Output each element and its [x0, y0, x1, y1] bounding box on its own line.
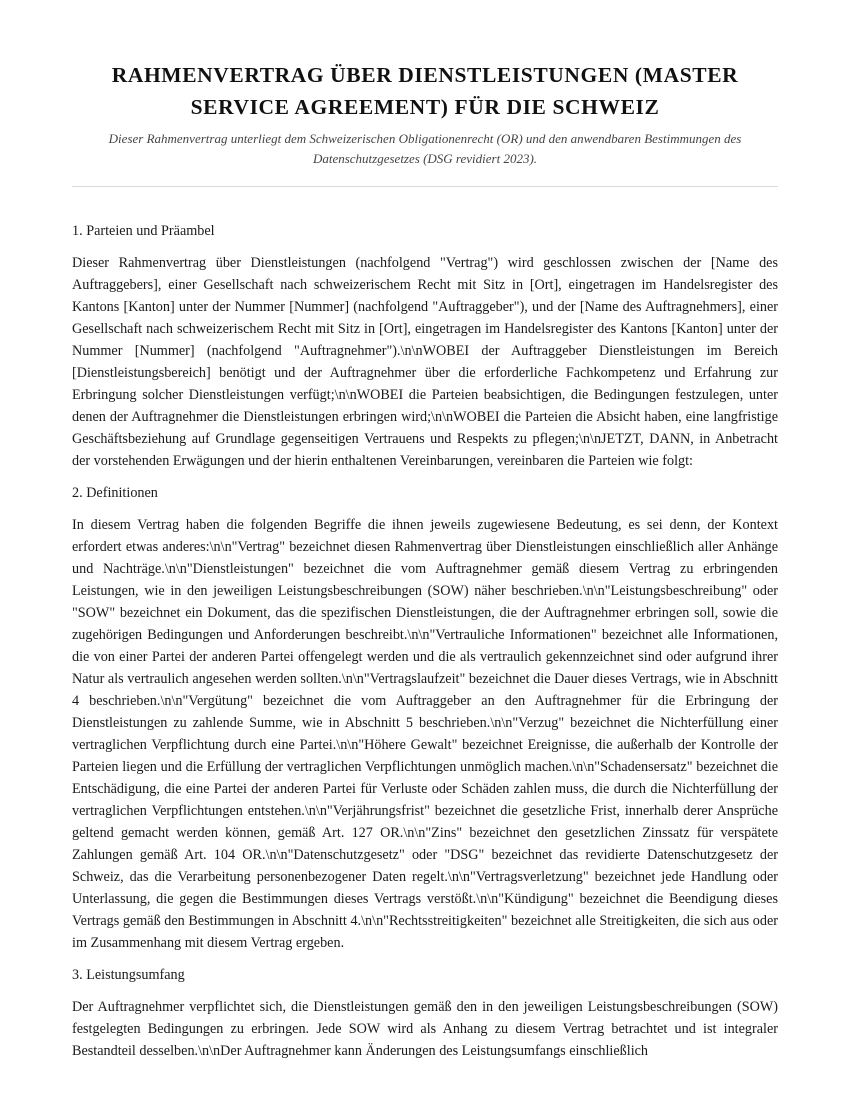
section-scope-of-services	[72, 964, 778, 1062]
section-heading: 3. Leistungsumfang	[72, 967, 185, 983]
section-text: In diesem Vertrag haben die folgenden Begriffe die ihnen jeweils zugewiesene Bedeutung, es sei denn, der Kontext erfordert etwas anderes:\n\n"Vertrag" bezeichnet diesen Rahmenvertrag über Dienstleistungen einschließlich aller Anhänge und Nachträge.\n\n"Dienstleistungen" bezeichnet die vom Auftragnehmer gemäß diesem Vertrag zu erbringenden Leistungen, wie in den jeweiligen Leistungsbeschreibungen (SOW) näher beschrieben.\n\n"Leistungsbeschreibung" oder "SOW" bezeichnet ein Dokument, das die spezifischen Dienstleistungen, die der Auftragnehmer erbringen soll, sowie die zugehörigen Bedingungen und Anforderungen beschreibt.\n\n"Vertrauliche Informationen" bezeichnet alle Informationen, die von einer Partei der anderen Partei offengelegt werden und die als vertraulich gekennzeichnet sind oder aufgrund ihrer Natur als vertraulich angesehen werden sollten.\n\n"Vertragslaufzeit" bezeichnet die Dauer dieses Vertrags, wie in Abschnitt 4 beschrieben.\n\n"Vergütung" bezeichnet die vom Auftraggeber an den Auftragnehmer für die Erbringung der Dienstleistungen zu zahlende Summe, wie in Abschnitt 5 beschrieben.\n\n"Verzug" bezeichnet die Nichterfüllung einer vertraglichen Verpflichtung durch eine Partei.\n\n"Höhere Gewalt" bezeichnet Ereignisse, die außerhalb der Kontrolle der Parteien liegen und die Erfüllung der vertraglichen Verpflichtungen unmöglich machen.\n\n"Schadensersatz" bezeichnet die Entschädigung, die eine Partei der anderen Partei für Verluste oder Schäden zahlen muss, die durch die Nichterfüllung der vertraglichen Verpflichtungen entstehen.\n\n"Verjährungsfrist" bezeichnet die gesetzliche Frist, innerhalb derer Ansprüche geltend gemacht werden können, gemäß Art. 127 OR.\n\n"Zins" bezeichnet den gesetzlichen Zinssatz für verspätete Zahlungen gemäß Art. 104 OR.\n\n"Datenschutzgesetz" oder "DSG" bezeichnet das revidierte Datenschutzgesetz der Schweiz, das die Verarbeitung personenbezogener Daten regelt.\n\n"Vertragsverletzung" bezeichnet jede Handlung oder Unterlassung, die gegen die Bestimmungen dieses Vertrags verstößt.\n\n"Kündigung" bezeichnet die Beendigung dieses Vertrags gemäß den Bestimmungen in Abschnitt 4.\n\n"Rechtsstreitigkeiten" bezeichnet alle Streitigkeiten, die sich aus oder im Zusammenhang mit diesem Vertrag ergeben.	[72, 517, 778, 951]
document-title: RAHMENVERTRAG ÜBER DIENSTLEISTUNGEN (MASTER SERVICE AGREEMENT) FÜR DIE SCHWEIZ	[111, 63, 739, 119]
document-content	[72, 59, 778, 1072]
section-text: Dieser Rahmenvertrag über Dienstleistungen (nachfolgend "Vertrag") wird geschlossen zwischen der [Name des Auftraggebers], einer Gesellschaft nach schweizerischem Recht mit Sitz in [Ort], eingetragen im Handelsregister des Kantons [Kanton] unter der Nummer [Nummer] (nachfolgend "Auftraggeber"), und der [Name des Auftragnehmers], einer Gesellschaft nach schweizerischem Recht mit Sitz in [Ort], eingetragen im Handelsregister des Kantons [Kanton] unter der Nummer [Nummer] (nachfolgend "Auftragnehmer").\n\nWOBEI der Auftraggeber Dienstleistungen im Bereich [Dienstleistungsbereich] benötigt und der Auftragnehmer über die erforderliche Fachkompetenz und Erfahrung zur Erbringung solcher Dienstleistungen verfügt;\n\nWOBEI die Parteien beabsichtigen, die Bedingungen festzulegen, unter denen der Auftragnehmer die Dienstleistungen erbringen wird;\n\nWOBEI die Parteien die Absicht haben, eine langfristige Geschäftsbeziehung auf Grundlage gegenseitigen Vertrauens und Respekts zu pflegen;\n\nJETZT, DANN, in Anbetracht der vorstehenden Erwägungen und der hierin enthaltenen Vereinbarungen, vereinbaren die Parteien wie folgt:	[72, 255, 778, 469]
document-header	[72, 59, 778, 187]
document-sections	[72, 187, 778, 1062]
section-parties-preamble	[72, 220, 778, 472]
section-definitions	[72, 482, 778, 954]
section-heading: 2. Definitionen	[72, 485, 158, 501]
section-heading: 1. Parteien und Präambel	[72, 223, 215, 239]
document-subtitle: Dieser Rahmenvertrag unterliegt dem Schweizerischen Obligationenrecht (OR) und den anwendbaren Bestimmungen des Datenschutzgesetzes (DSG revidiert 2023).	[108, 131, 742, 166]
section-text: Der Auftragnehmer verpflichtet sich, die Dienstleistungen gemäß den in den jeweiligen Leistungsbeschreibungen (SOW) festgelegten Bedingungen zu erbringen. Jede SOW wird als Anhang zu diesem Vertrag betrachtet und ist integraler Bestandteil desselben.\n\nDer Auftragnehmer kann Änderungen des Leistungsumfangs einschließlich	[72, 999, 778, 1059]
